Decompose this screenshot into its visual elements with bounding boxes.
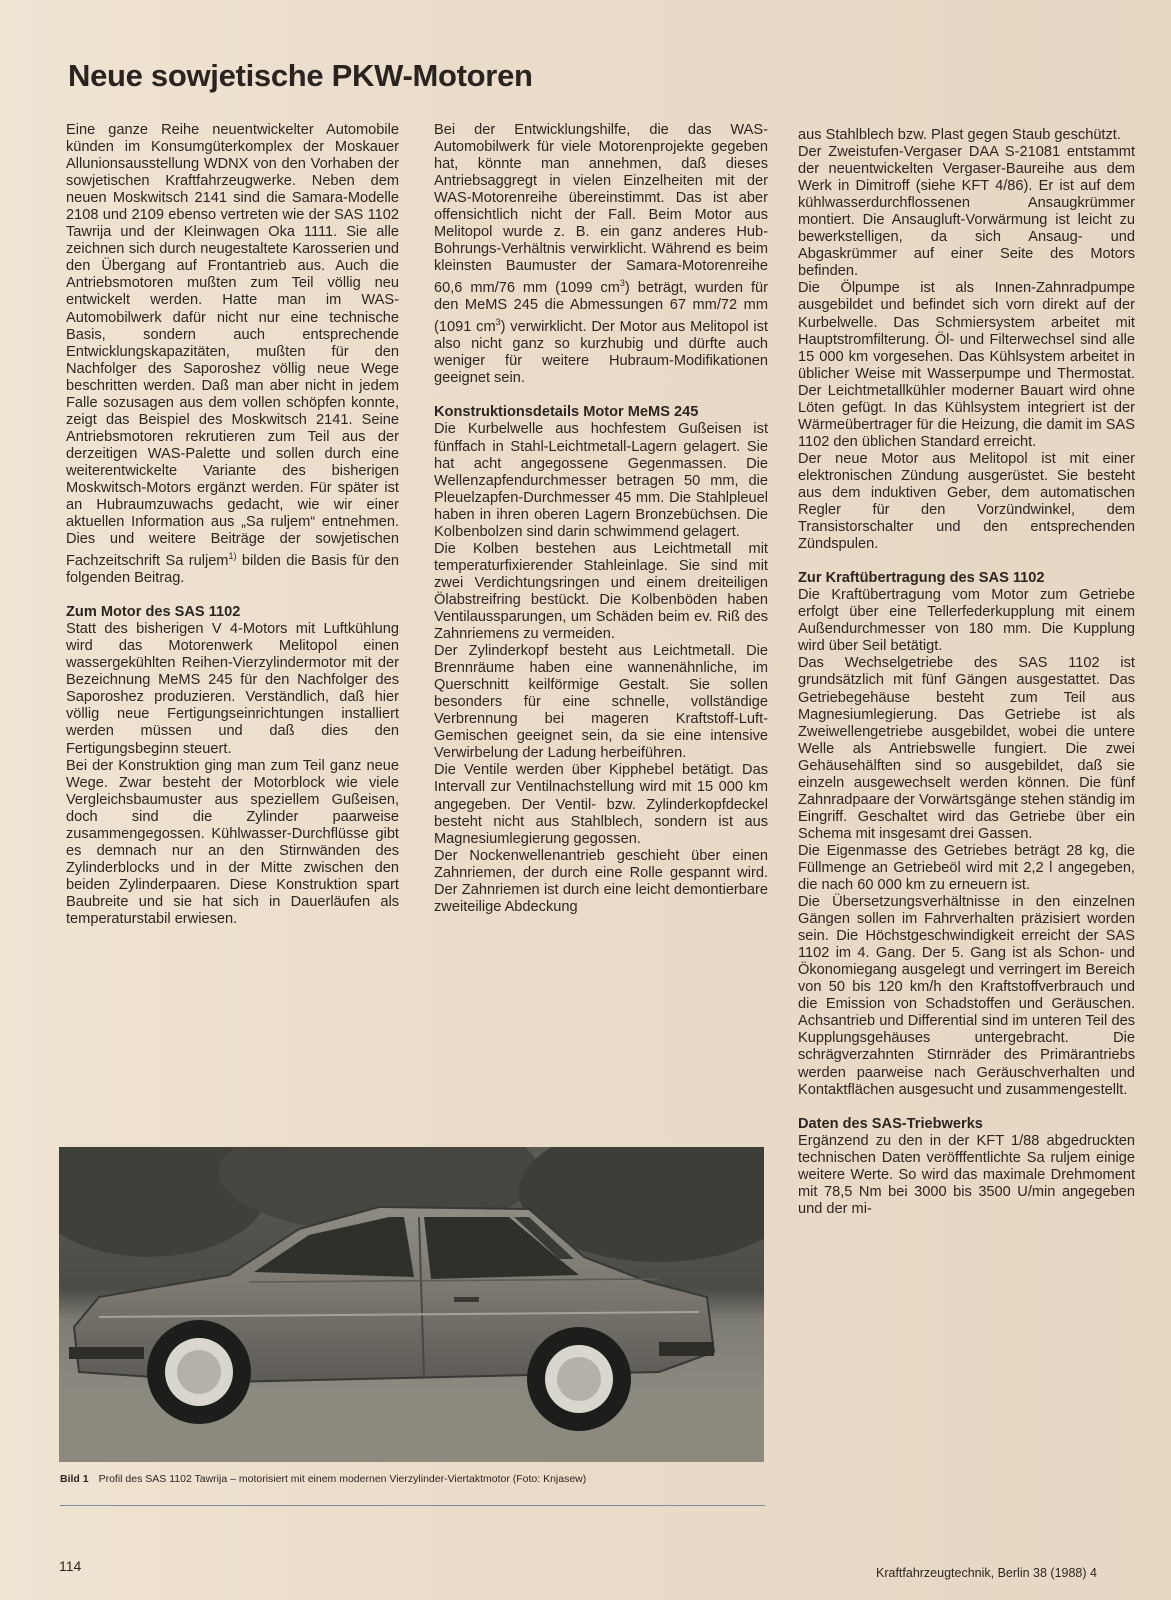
article-title: Neue sowjetische PKW-Motoren: [68, 58, 533, 93]
paragraph: Bei der Entwicklungshilfe, die das WAS-Automobilwerk für viele Motorenprojekte gegeben hat, könnte man annehmen, daß dieses Antriebsaggregt in vielen Einzelheiten mit der WAS-Motorenreihe übereinstimmt. Das ist aber offensichtlich nicht der Fall. Beim Motor aus Melitopol wurde z. B. ein ganz anderes Hub-Bohrungs-Verhältnis verwirklicht. Während es beim kleinsten Baumuster der Samara-Motorenreihe 60,6 mm/76 mm (1099 $cm^3$) beträgt, wurden für den MeMS 245 die Abmessungen 67 mm/72 mm (1091 $cm^3$) verwirklicht. Der Motor aus Melitopol ist also nicht ganz so kurzhubig und dürfte auch weniger für weitere Hubraum-Modifikationen geeignet sein.: [434, 122, 768, 387]
paragraph: Die Kraftübertragung vom Motor zum Getriebe erfolgt über eine Tellerfederkupplung mit einem Außendurchmesser von 180 mm. Die Kupplung wird über Seil betätigt.: [798, 587, 1135, 655]
column-3: [798, 127, 1135, 1218]
journal-footer: Kraftfahrzeugtechnik, Berlin 38 (1988) 4: [876, 1566, 1097, 1580]
paragraph: Der neue Motor aus Melitopol ist mit einer elektronischen Zündung ausgerüstet. Sie besteht aus dem induktiven Geber, dem automatischen Regler für den Vorzündwinkel, dem Transistorschalter und den entsprechenden Zündspulen.: [798, 450, 1135, 553]
page-number: 114: [59, 1558, 82, 1574]
paragraph: Die Übersetzungsverhältnisse in den einzelnen Gängen sollen im Fahrverhalten präzisiert worden sein. Die Höchstgeschwindigkeit erreicht der SAS 1102 im 4. Gang. Der 5. Gang ist als Schon- und Ökonomiegang ausgelegt und verringert im Bereich von 50 bis 120 km/h den Kraftstoffverbrauch und die Emission von Schadstoffen und Geräuschen. Achsantrieb und Differential sind im unteren Teil des Kupplungsgehäuses untergebracht. Die schrägverzahnten Stirnräder des Primärantriebs werden paarweise nach Geräuschverhalten und Kontaktflächen ausgesucht und zusammengestellt.: [798, 894, 1135, 1098]
paragraph: aus Stahlblech bzw. Plast gegen Staub geschützt.: [798, 127, 1121, 143]
paragraph: Statt des bisherigen V 4-Motors mit Luftkühlung wird das Motorenwerk Melitopol einen wassergekühlten Reihen-Vierzylindermotor mit der Bezeichnung MeMS 245 für den Nachfolger des Saporoshez produzieren. Verständlich, daß hier völlig neue Fertigungseinrichtungen installiert werden müssen und daß dies den Fertigungsbeginn steuert.: [66, 621, 399, 757]
car-profile-image: [59, 1147, 764, 1462]
section-heading: Konstruktionsdetails Motor MeMS 245: [434, 404, 699, 421]
paragraph: Eine ganze Reihe neuentwickelter Automobile künden im Konsumgüterkomplex der Moskauer Allunionsausstellung WDNX von den Vorhaben der sowjetischen Kraftfahrzeugwerke. Neben dem neuen Moskwitsch 2141 sind die Samara-Modelle 2108 und 2109 ebenso vertreten wie der SAS 1102 Tawrija und der Kleinwagen Oka 1111. Sie alle zeichnen sich durch neugestaltete Karosserien und den Übergang auf Frontantrieb aus. Auch die Antriebsmotoren mußten zum Teil völlig neu entwickelt werden. Hatte man im WAS-Automobilwerk dafür nicht nur eine technische Basis, sondern auch entsprechende Entwicklungskapazitäten, mußten für den Nachfolger des Saporoshez völlig neue Wege beschritten werden. Daß man aber nicht in jedem Falle sozusagen aus dem vollen schöpfen konnte, zeigt das Beispiel des Moskwitsch 2141. Seine Antriebsmotoren rekrutieren zum Teil aus der derzeitigen WAS-Palette und sollen durch eine weiterentwickelte Variante des bisherigen Moskwitsch-Motors ergänzt werden. Für später ist an Hubraumzuwachs gedacht, wie wir einer aktuellen Information aus „Sa ruljem“ entnehmen. Dies und weitere Beiträge der sowjetischen Fachzeitschrift Sa ruljem$^{1)}$ bilden die Basis für den folgenden Beitrag.: [66, 122, 399, 587]
paragraph: Die Kurbelwelle aus hochfestem Gußeisen ist fünffach in Stahl-Leichtmetall-Lagern gelagert. Sie hat acht angegossene Gegenmassen. Die Wellenzapfendurchmesser betragen 50 mm, die Pleuelzapfen-Durchmesser 45 mm. Die Stahlpleuel haben in ihren oberen Lagern Bronzebüchsen. Die Kolbenbolzen sind darin schwimmend gelagert.: [434, 421, 768, 540]
column-1: [66, 122, 399, 928]
car-photo: [59, 1147, 764, 1462]
paragraph: Die Kolben bestehen aus Leichtmetall mit temperaturfixierender Stahleinlage. Sie sind mit zwei Verdichtungsringen und einem dreiteiligen Ölabstreifring bestückt. Die Kolbenböden haben Ventilaussparungen, um Schäden beim ev. Riß des Zahnriemens zu vermeiden.: [434, 540, 768, 643]
figure-caption-text: Profil des SAS 1102 Tawrija – motorisiert mit einem modernen Vierzylinder-Viertaktmotor (Foto: Knjasew): [98, 1473, 587, 1485]
paragraph: Der Zweistufen-Vergaser DAA S-21081 entstammt der neuentwickelten Vergaser-Baureihe aus dem Werk in Dimitroff (siehe KFT 4/86). Er ist auf dem kühlwasserdurchflossenen Ansaugkrümmer montiert. Die Ansaugluft-Vorwärmung ist leicht zu bewerkstelligen, da sich Ansaug- und Abgaskrümmer auf einer Seite des Motors befinden.: [798, 144, 1135, 280]
figure-label: Bild 1: [60, 1473, 89, 1485]
section-heading: Daten des SAS-Triebwerks: [798, 1115, 983, 1132]
column-2: [434, 122, 768, 916]
figure-caption: [60, 1473, 765, 1485]
paragraph: Das Wechselgetriebe des SAS 1102 ist grundsätzlich mit fünf Gängen ausgestattet. Das Getriebegehäuse besteht zum Teil aus Magnesiumlegierung. Das Getriebe ist als Zweiwellengetriebe ausgebildet, wobei die untere Welle als Antriebswelle fungiert. Die zwei Gehäusehälften sind so ausgebildet, daß sie einzeln ausgewechselt werden können. Die fünf Zahnradpaare der Vorwärtsgänge stehen ständig im Eingriff. Geschaltet wird das Getriebe über ein Schema mit insgesamt drei Gassen.: [798, 655, 1135, 842]
paragraph: Der Zylinderkopf besteht aus Leichtmetall. Die Brennräume haben eine wannenähnliche, im Querschnitt keilförmige Gestalt. Sie sollen besonders für eine schnelle, vollständige Verbrennung bei mageren Kraftstoff-Luft-Gemischen geeignet sein, da sie eine intensive Verwirbelung der Ladung herbeiführen.: [434, 643, 768, 762]
paragraph: Die Eigenmasse des Getriebes beträgt 28 kg, die Füllmenge an Getriebeöl wird mit 2,2 l angegeben, die nach 60 000 km zu erneuern ist.: [798, 842, 1135, 894]
paragraph: Bei der Konstruktion ging man zum Teil ganz neue Wege. Zwar besteht der Motorblock wie viele Vergleichsbaumuster aus speziellem Gußeisen, doch sind die Zylinder paarweise zusammengegossen. Kühlwasser-Durchflüsse gibt es demnach nur an den Stirnwänden des Zylinderblocks und in der Mitte zwischen den beiden Zylinderpaaren. Diese Konstruktion spart Baubreite und sie hat sich in Dauerläufen als temperaturstabil erwiesen.: [66, 757, 399, 927]
section-heading: Zur Kraftübertragung des SAS 1102: [798, 570, 1045, 587]
paragraph: Die Ventile werden über Kipphebel betätigt. Das Intervall zur Ventilnachstellung wird mit 15 000 km angegeben. Der Ventil- bzw. Zylinderkopfdeckel besteht nicht aus Stahlblech, sondern ist aus Magnesiumlegierung gegossen.: [434, 762, 768, 847]
footnote-marker: 1): [228, 551, 237, 562]
paragraph: Ergänzend zu den in der KFT 1/88 abgedruckten technischen Daten veröfffentlichte Sa ruljem einige weitere Werte. So wird das maximale Drehmoment mit 78,5 Nm bei 3000 bis 3500 U/min angegeben und der mi-: [798, 1132, 1135, 1217]
divider: [60, 1505, 765, 1506]
paragraph: Die Ölpumpe ist als Innen-Zahnradpumpe ausgebildet und befindet sich vorn direkt auf der Kurbelwelle. Das Schmiersystem arbeitet mit Hauptstromfilterung. Öl- und Filterwechsel sind alle 15 000 km vorgesehen. Das Kühlsystem arbeitet in üblicher Weise mit Wasserpumpe und Thermostat. Der Leichtmetallkühler moderner Bauart wird ohne Löten gefügt. In das Kühlsystem integriert ist der Wärmeübertrager für die Heizung, die damit im SAS 1102 den üblichen Standard erreicht.: [798, 280, 1135, 450]
section-heading: Zum Motor des SAS 1102: [66, 604, 241, 621]
paragraph: Der Nockenwellenantrieb geschieht über einen Zahnriemen, der durch eine Rolle gespannt wird. Der Zahnriemen ist durch eine leicht demontierbare zweiteilige Abdeckung: [434, 847, 768, 915]
